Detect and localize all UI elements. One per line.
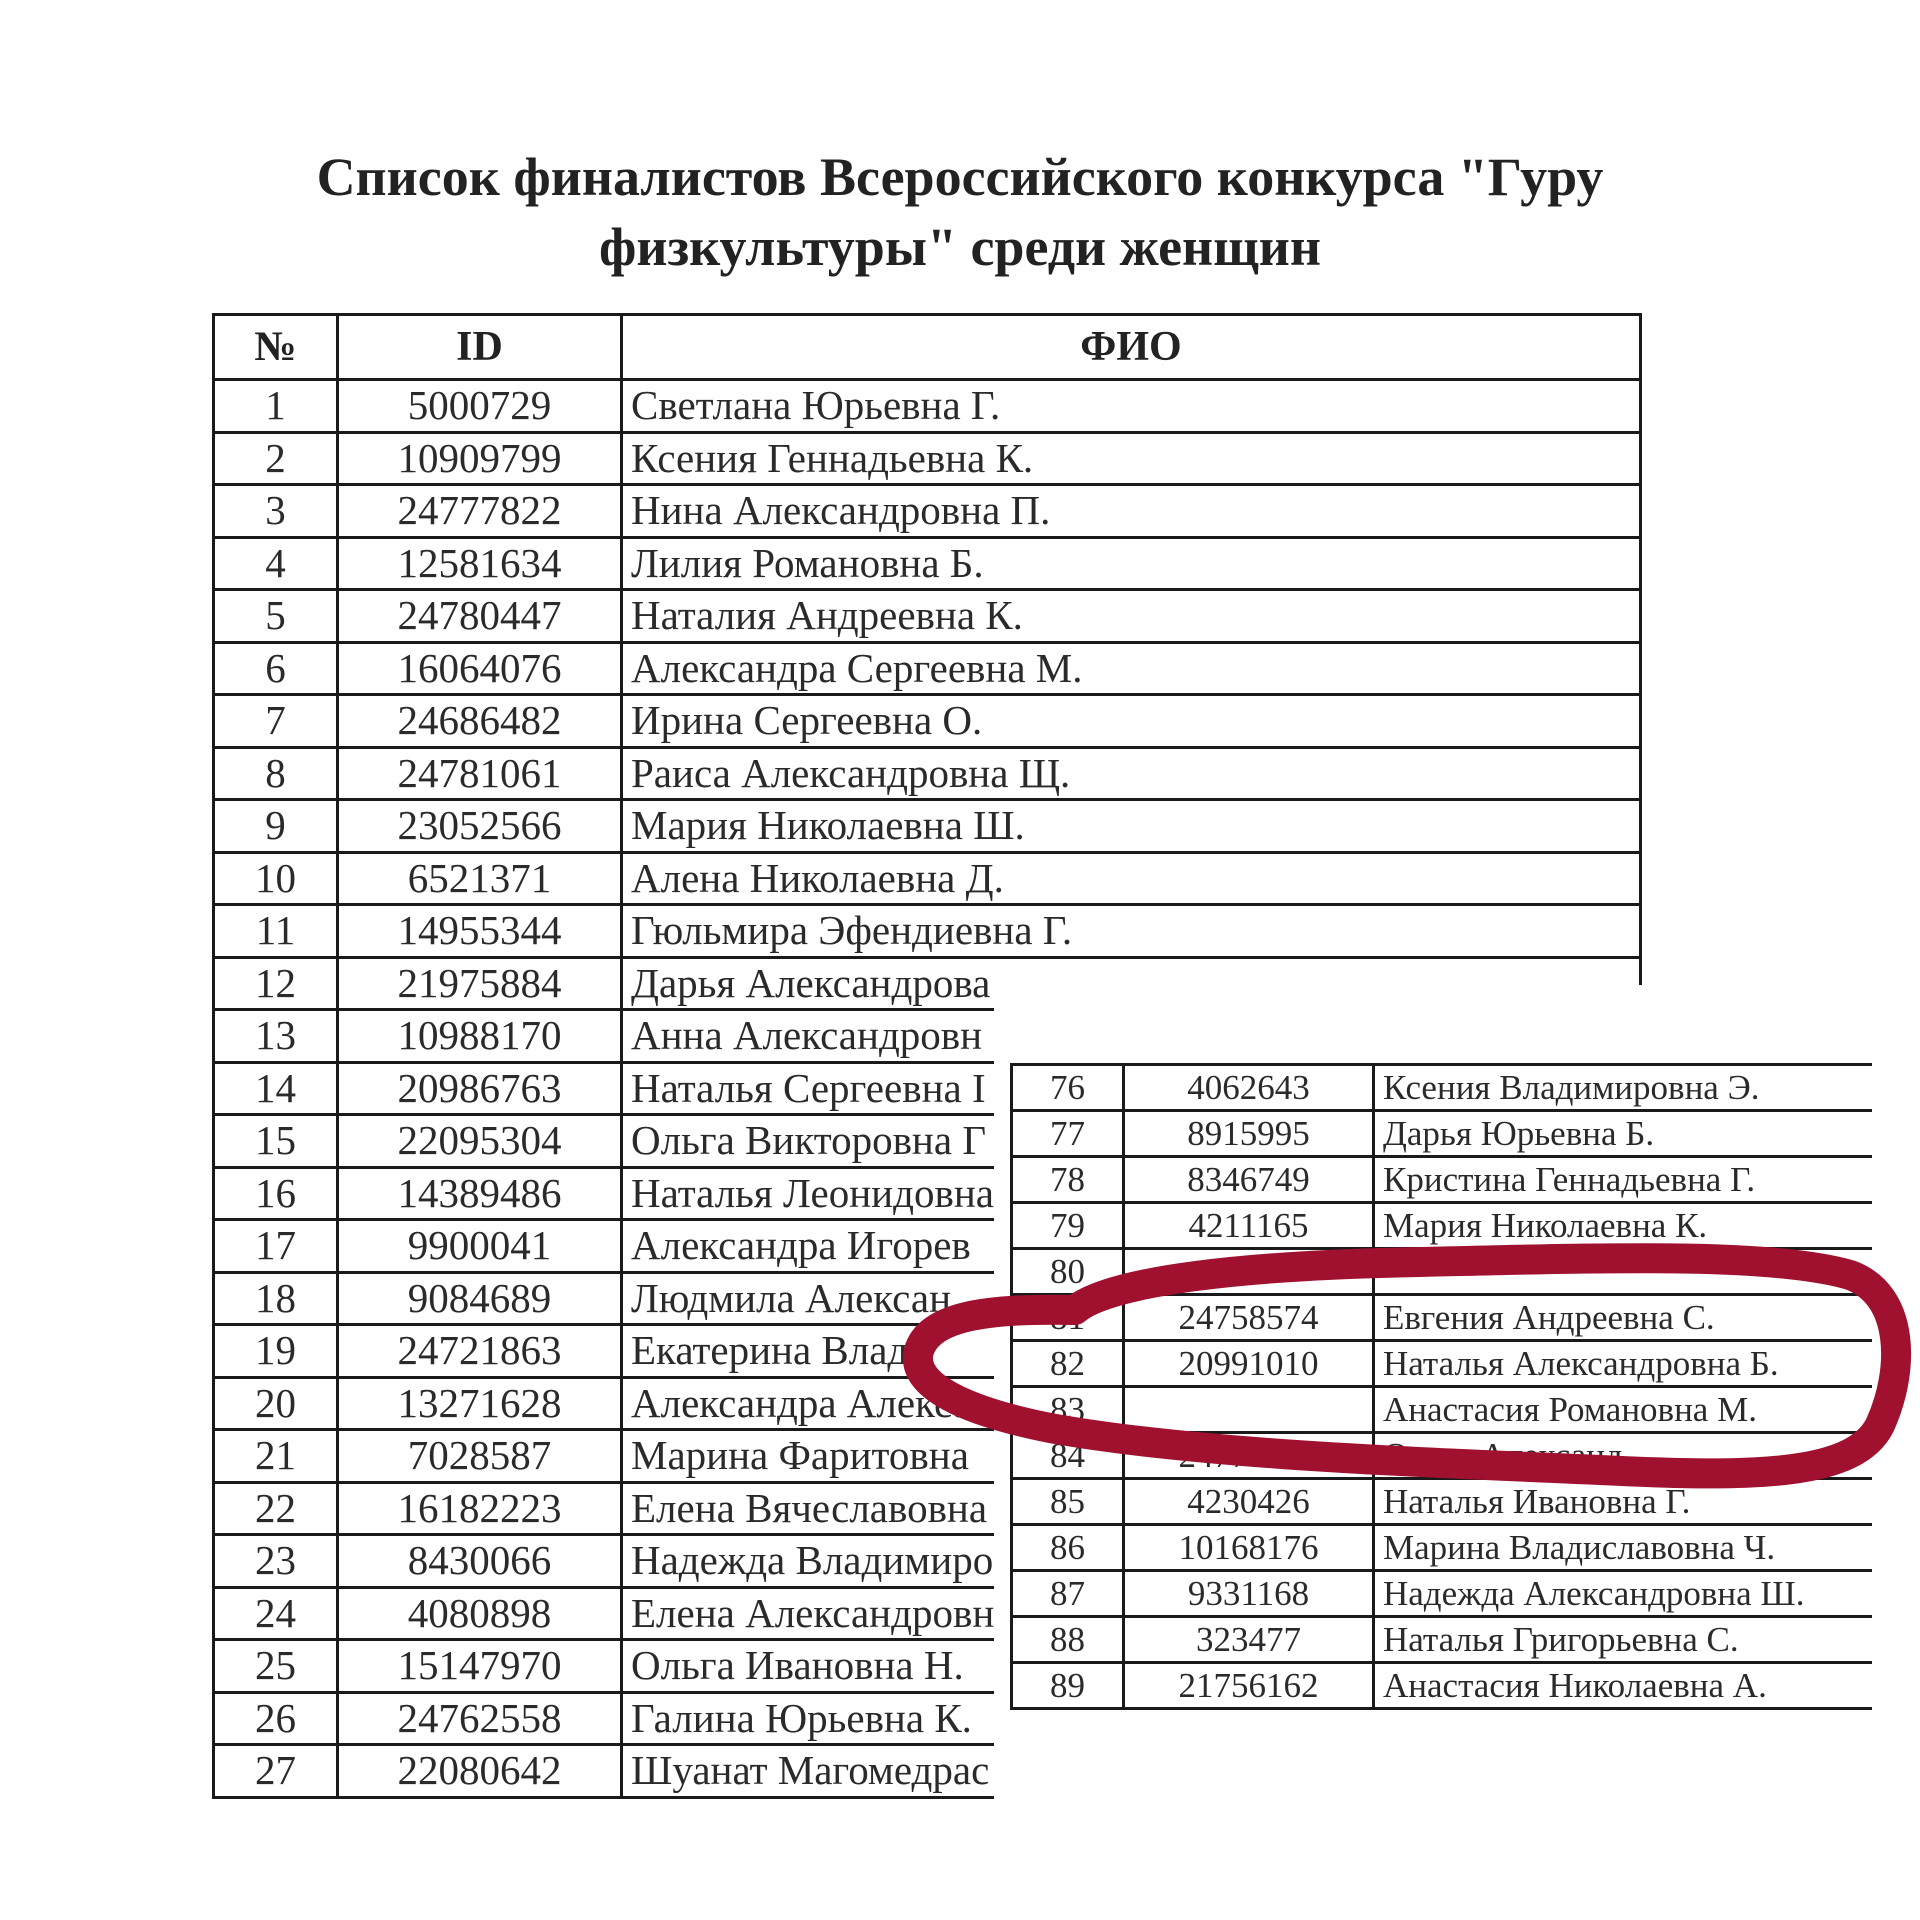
table-number-cell: 14 bbox=[214, 1062, 338, 1115]
table-fio-cell: Дарья Александрова bbox=[622, 957, 1641, 1010]
table-number-cell: 17 bbox=[214, 1220, 338, 1273]
inset-number-cell: 81 bbox=[1012, 1295, 1124, 1341]
inset-number-cell: 76 bbox=[1012, 1065, 1124, 1111]
table-id-cell: 16182223 bbox=[338, 1482, 622, 1535]
table-number-cell: 24 bbox=[214, 1587, 338, 1640]
inset-fio-cell: Ольга Александ bbox=[1374, 1433, 1873, 1479]
table-number-cell: 27 bbox=[214, 1745, 338, 1798]
inset-id-cell bbox=[1124, 1387, 1374, 1433]
inset-fio-cell: Евгения Андреевна С. bbox=[1374, 1295, 1873, 1341]
table-id-cell: 24777822 bbox=[338, 485, 622, 538]
table-number-cell: 4 bbox=[214, 537, 338, 590]
table-number-cell: 12 bbox=[214, 957, 338, 1010]
table-fio-cell: Галина Юрьевна К. bbox=[622, 1692, 1641, 1745]
table-id-cell: 24780447 bbox=[338, 590, 622, 643]
table-id-cell: 23052566 bbox=[338, 800, 622, 853]
table-number-cell: 22 bbox=[214, 1482, 338, 1535]
inset-fio-cell: Марина Владиславовна Ч. bbox=[1374, 1525, 1873, 1571]
inset-id-cell: 24777894 bbox=[1124, 1433, 1374, 1479]
inset-row bbox=[1012, 1433, 1873, 1479]
inset-number-cell: 80 bbox=[1012, 1249, 1124, 1295]
inset-fio-cell: Кристина Геннадьевна Г. bbox=[1374, 1157, 1873, 1203]
table-number-cell: 25 bbox=[214, 1640, 338, 1693]
inset-row bbox=[1012, 1617, 1873, 1663]
table-id-cell: 22095304 bbox=[338, 1115, 622, 1168]
header-id: ID bbox=[338, 315, 622, 380]
table-number-cell: 10 bbox=[214, 852, 338, 905]
inset-number-cell: 88 bbox=[1012, 1617, 1124, 1663]
inset-row bbox=[1012, 1157, 1873, 1203]
table-number-cell: 15 bbox=[214, 1115, 338, 1168]
table-id-cell: 13271628 bbox=[338, 1377, 622, 1430]
table-fio-cell: Шуанат Магомедрас bbox=[622, 1745, 1641, 1798]
table-fio-cell: Надежда Владимиро bbox=[622, 1535, 1641, 1588]
inset-id-cell: 323477 bbox=[1124, 1617, 1374, 1663]
inset-fio-cell: Дарья Юрьевна Б. bbox=[1374, 1111, 1873, 1157]
table-fio-cell: Наталия Андреевна К. bbox=[622, 590, 1641, 643]
inset-row bbox=[1012, 1341, 1873, 1387]
table-id-cell: 21975884 bbox=[338, 957, 622, 1010]
inset-number-cell: 78 bbox=[1012, 1157, 1124, 1203]
inset-fio-cell: Наталья Григорьевна С. bbox=[1374, 1617, 1873, 1663]
inset-id-cell: 24758574 bbox=[1124, 1295, 1374, 1341]
table-fio-cell: Алена Николаевна Д. bbox=[622, 852, 1641, 905]
inset-fio-cell: Надежда Александровна Ш. bbox=[1374, 1571, 1873, 1617]
table-id-cell: 4080898 bbox=[338, 1587, 622, 1640]
table-id-cell: 5000729 bbox=[338, 380, 622, 433]
inset-id-cell bbox=[1124, 1249, 1374, 1295]
inset-id-cell: 8915995 bbox=[1124, 1111, 1374, 1157]
table-fio-cell: Ксения Геннадьевна К. bbox=[622, 432, 1641, 485]
table-number-cell: 18 bbox=[214, 1272, 338, 1325]
table-fio-cell: Александра Алексан bbox=[622, 1377, 1641, 1430]
inset-fio-cell: Мария Николаевна К. bbox=[1374, 1203, 1873, 1249]
inset-id-cell: 20991010 bbox=[1124, 1341, 1374, 1387]
table-number-cell: 3 bbox=[214, 485, 338, 538]
inset-row bbox=[1012, 1479, 1873, 1525]
inset-number-cell: 87 bbox=[1012, 1571, 1124, 1617]
table-number-cell: 9 bbox=[214, 800, 338, 853]
inset-fio-cell: Наталья Ивановна Г. bbox=[1374, 1479, 1873, 1525]
table-fio-cell: Наталья Леонидовна bbox=[622, 1167, 1641, 1220]
table-number-cell: 21 bbox=[214, 1430, 338, 1483]
table-number-cell: 13 bbox=[214, 1010, 338, 1063]
table-fio-cell: Нина Александровна П. bbox=[622, 485, 1641, 538]
inset-fio-cell: Наталья Александровна Б. bbox=[1374, 1341, 1873, 1387]
inset-number-cell: 84 bbox=[1012, 1433, 1124, 1479]
header-number: № bbox=[214, 315, 338, 380]
table-number-cell: 7 bbox=[214, 695, 338, 748]
table-fio-cell: Наталья Сергеевна I bbox=[622, 1062, 1641, 1115]
table-fio-cell: Раиса Александровна Щ. bbox=[622, 747, 1641, 800]
table-id-cell: 12581634 bbox=[338, 537, 622, 590]
table-number-cell: 16 bbox=[214, 1167, 338, 1220]
table-fio-cell: Людмила Алексан bbox=[622, 1272, 1641, 1325]
table-id-cell: 6521371 bbox=[338, 852, 622, 905]
inset-number-cell: 89 bbox=[1012, 1663, 1124, 1709]
table-id-cell: 20986763 bbox=[338, 1062, 622, 1115]
table-number-cell: 2 bbox=[214, 432, 338, 485]
inset-id-cell: 10168176 bbox=[1124, 1525, 1374, 1571]
inset-fio-cell: Ксения Владимировна Э. bbox=[1374, 1065, 1873, 1111]
table-id-cell: 9084689 bbox=[338, 1272, 622, 1325]
inset-number-cell: 83 bbox=[1012, 1387, 1124, 1433]
table-fio-cell: Ольга Ивановна Н. bbox=[622, 1640, 1641, 1693]
table-fio-cell: Ольга Викторовна Г bbox=[622, 1115, 1641, 1168]
table-number-cell: 5 bbox=[214, 590, 338, 643]
table-id-cell: 9900041 bbox=[338, 1220, 622, 1273]
inset-number-cell: 85 bbox=[1012, 1479, 1124, 1525]
table-number-cell: 6 bbox=[214, 642, 338, 695]
inset-id-cell: 4211165 bbox=[1124, 1203, 1374, 1249]
inset-number-cell: 86 bbox=[1012, 1525, 1124, 1571]
table-number-cell: 20 bbox=[214, 1377, 338, 1430]
inset-id-cell: 4230426 bbox=[1124, 1479, 1374, 1525]
table-fio-cell: Александра Игорев bbox=[622, 1220, 1641, 1273]
table-id-cell: 24721863 bbox=[338, 1325, 622, 1378]
table-number-cell: 23 bbox=[214, 1535, 338, 1588]
table-fio-cell: Анна Александровн bbox=[622, 1010, 1641, 1063]
table-fio-cell: Ирина Сергеевна О. bbox=[622, 695, 1641, 748]
inset-id-cell: 4062643 bbox=[1124, 1065, 1374, 1111]
table-fio-cell: Мария Николаевна Ш. bbox=[622, 800, 1641, 853]
inset-number-cell: 77 bbox=[1012, 1111, 1124, 1157]
table-fio-cell: Александра Сергеевна М. bbox=[622, 642, 1641, 695]
header-fio: ФИО bbox=[622, 315, 1641, 380]
inset-row bbox=[1012, 1249, 1873, 1295]
table-id-cell: 10988170 bbox=[338, 1010, 622, 1063]
inset-fio-cell: Анастасия Романовна М. bbox=[1374, 1387, 1873, 1433]
inset-row bbox=[1012, 1663, 1873, 1709]
table-number-cell: 1 bbox=[214, 380, 338, 433]
inset-row bbox=[1012, 1387, 1873, 1433]
table-id-cell: 24686482 bbox=[338, 695, 622, 748]
inset-row bbox=[1012, 1111, 1873, 1157]
table-fio-cell: Елена Вячеславовна bbox=[622, 1482, 1641, 1535]
table-id-cell: 8430066 bbox=[338, 1535, 622, 1588]
table-number-cell: 11 bbox=[214, 905, 338, 958]
table-number-cell: 26 bbox=[214, 1692, 338, 1745]
inset-row bbox=[1012, 1525, 1873, 1571]
table-id-cell: 14389486 bbox=[338, 1167, 622, 1220]
table-id-cell: 7028587 bbox=[338, 1430, 622, 1483]
inset-fio-cell: Анастасия Николаевна А. bbox=[1374, 1663, 1873, 1709]
table-fio-cell: Светлана Юрьевна Г. bbox=[622, 380, 1641, 433]
table-fio-cell: Гюльмира Эфендиевна Г. bbox=[622, 905, 1641, 958]
table-id-cell: 10909799 bbox=[338, 432, 622, 485]
inset-row bbox=[1012, 1571, 1873, 1617]
table-id-cell: 14955344 bbox=[338, 905, 622, 958]
inset-id-cell: 21756162 bbox=[1124, 1663, 1374, 1709]
inset-number-cell: 79 bbox=[1012, 1203, 1124, 1249]
table-id-cell: 22080642 bbox=[338, 1745, 622, 1798]
table-id-cell: 15147970 bbox=[338, 1640, 622, 1693]
title-line-1: Список финалистов Всероссийского конкурса "Гуру bbox=[316, 147, 1604, 207]
inset-row bbox=[1012, 1203, 1873, 1249]
inset-number-cell: 82 bbox=[1012, 1341, 1124, 1387]
title-line-2: физкультуры" среди женщин bbox=[599, 217, 1321, 277]
table-fio-cell: Елена Александровн bbox=[622, 1587, 1641, 1640]
table-fio-cell: Марина Фаритовна bbox=[622, 1430, 1641, 1483]
inset-row bbox=[1012, 1065, 1873, 1111]
table-number-cell: 19 bbox=[214, 1325, 338, 1378]
table-number-cell: 8 bbox=[214, 747, 338, 800]
inset-fio-cell bbox=[1374, 1249, 1873, 1295]
table-fio-cell: Екатерина Влад bbox=[622, 1325, 1641, 1378]
inset-row bbox=[1012, 1295, 1873, 1341]
inset-id-cell: 8346749 bbox=[1124, 1157, 1374, 1203]
table-id-cell: 24781061 bbox=[338, 747, 622, 800]
table-id-cell: 16064076 bbox=[338, 642, 622, 695]
inset-id-cell: 9331168 bbox=[1124, 1571, 1374, 1617]
table-id-cell: 24762558 bbox=[338, 1692, 622, 1745]
inset-table bbox=[1010, 1063, 1872, 1710]
table-fio-cell: Лилия Романовна Б. bbox=[622, 537, 1641, 590]
